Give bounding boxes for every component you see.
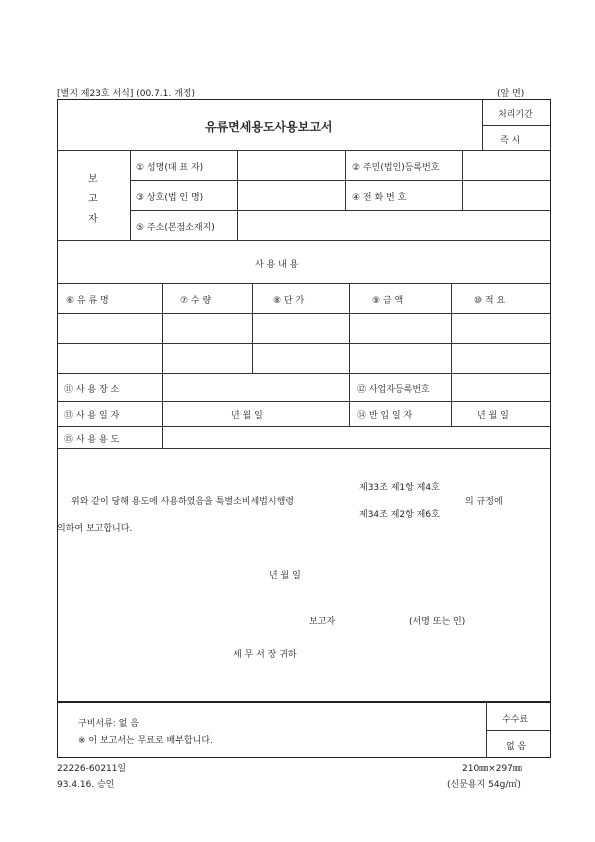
processing-period-label: 처리기간	[498, 110, 533, 120]
reporter-group-char-1: 보	[88, 174, 98, 185]
reporter-label: 보고자	[309, 617, 336, 627]
form-number: [별지 제23호 서식] (00.7.1. 개정)	[57, 89, 195, 99]
statement-line1: 위와 같이 당해 용도에 사용하였음을 특별소비세법시행령	[71, 497, 294, 507]
processing-period-value: 즉 시	[500, 136, 521, 146]
fee-label: 수수료	[502, 715, 529, 725]
reporter-group-char-2: 고	[88, 194, 98, 205]
phone-label: ④ 전 화 번 호	[352, 193, 407, 203]
reporter-group-char-3: 자	[88, 214, 98, 225]
fee-value: 없 음	[506, 742, 527, 752]
statement-line1-end: 의 규정에	[465, 497, 503, 507]
paper-type: (신문용지 54g/㎡)	[447, 780, 521, 790]
col-header-remarks: ⑩ 적 요	[474, 296, 506, 306]
usage-date-label: ⑬ 사 용 일 자	[64, 411, 120, 421]
statement-clause-b: 제34조 제2항 제6호	[359, 510, 440, 520]
col-header-unit-price: ⑧ 단 가	[273, 296, 305, 306]
statement-clause-a: 제33조 제1항 제4호	[359, 483, 440, 493]
import-date-field[interactable]: 년 월 일	[477, 411, 509, 421]
import-date-label: ⑭ 반 입 일 자	[357, 411, 413, 421]
approval-date: 93.4.16. 승인	[57, 780, 115, 790]
company-label: ③ 상호(법 인 명)	[136, 193, 204, 203]
usage-purpose-label: ⑮ 사 용 용 도	[64, 435, 120, 445]
address-label: ⑤ 주소(본점소재지)	[136, 223, 215, 233]
col-header-amount: ⑨ 금 액	[372, 296, 404, 306]
page-title: 유류면세용도사용보고서	[205, 120, 333, 134]
signature-placeholder[interactable]: (서명 또는 인)	[409, 617, 466, 627]
statement-line2: 의하여 보고합니다.	[57, 524, 133, 534]
col-header-oil-name: ⑥ 유 류 명	[66, 296, 109, 306]
report-date[interactable]: 년 월 일	[269, 571, 301, 581]
col-header-quantity: ⑦ 수 량	[180, 296, 212, 306]
required-documents: 구비서류: 없 음	[78, 719, 139, 729]
biz-reg-label: ⑫ 사업자등록번호	[357, 385, 430, 395]
paper-size: 210㎜×297㎜	[462, 764, 522, 774]
rrn-label: ② 주민(법인)등록번호	[352, 163, 440, 173]
addressee: 세 무 서 장 귀하	[233, 650, 297, 660]
usage-section-title: 사 용 내 용	[255, 260, 299, 270]
usage-date-field[interactable]: 년 월 일	[231, 411, 263, 421]
footer-frame	[57, 702, 551, 758]
name-label: ① 성명(대 표 자)	[136, 163, 204, 173]
form-code: 22226-60211일	[57, 764, 127, 774]
page-side-label: (앞 면)	[497, 89, 525, 99]
free-distribution-note: ※ 이 보고서는 무료로 배부합니다.	[78, 736, 213, 746]
usage-place-label: ⑪ 사 용 장 소	[64, 385, 120, 395]
